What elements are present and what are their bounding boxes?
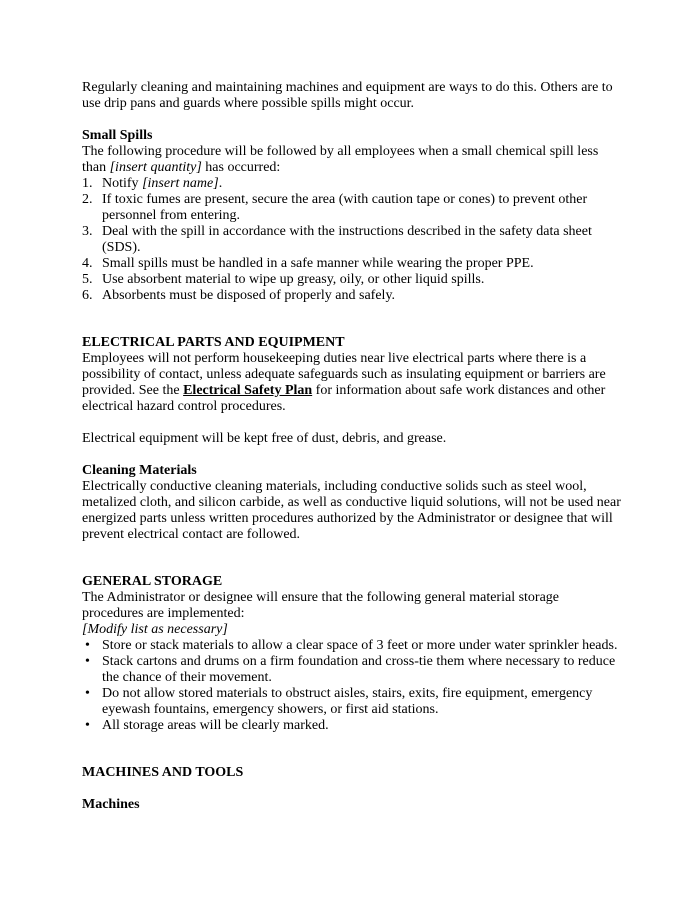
list-item-text: Use absorbent material to wipe up greasy, oily, or other liquid spills.: [102, 272, 485, 287]
electrical-heading: ELECTRICAL PARTS AND EQUIPMENT: [82, 335, 345, 350]
list-item-text: If toxic fumes are present, secure the area (with caution tape or cones) to prevent other personnel from entering.: [102, 192, 588, 223]
machines-subheading: Machines: [82, 797, 140, 812]
electrical-para-b: for information about safe work distances and other electrical hazard control procedures.: [82, 383, 606, 414]
cleaning-materials-paragraph: Electrically conductive cleaning materials, including conductive solids such as steel wool, metalized cloth, and silicon carbide, as well as conductive liquid solutions, will not be used near energized parts unless written procedures authorized by the Administrator or designee that will prevent electrical contact are followed.: [82, 479, 621, 542]
name-placeholder: [insert name]: [142, 176, 219, 191]
machines-tools-heading: MACHINES AND TOOLS: [82, 765, 244, 780]
document-page: [82, 80, 622, 813]
list-item-tail: .: [218, 176, 223, 191]
small-spills-list: [82, 176, 622, 304]
list-item-text: Stack cartons and drums on a firm foundation and cross-tie them where necessary to reduce the chance of their movement.: [102, 654, 616, 685]
list-item: [82, 224, 622, 256]
cleaning-materials-heading: Cleaning Materials: [82, 463, 197, 478]
list-item: [82, 638, 622, 654]
list-item: [82, 192, 622, 224]
list-item-text: Do not allow stored materials to obstruct aisles, stairs, exits, fire equipment, emergency eyewash fountains, emergency showers, or first aid stations.: [102, 686, 593, 717]
small-spills-lead-a: The following procedure will be followed by all employees when a small chemical spill less than: [82, 144, 599, 175]
list-number: 3.: [82, 224, 93, 239]
electrical-paragraph-2: Electrical equipment will be kept free of dust, debris, and grease.: [82, 431, 447, 446]
list-number: 4.: [82, 256, 93, 271]
list-item: [82, 654, 622, 686]
bullet-icon: •: [85, 718, 90, 733]
small-spills-lead: [82, 144, 622, 176]
general-storage-paragraph: The Administrator or designee will ensure that the following general material storage procedures are implemented:: [82, 590, 560, 621]
bullet-icon: •: [85, 686, 90, 701]
list-item-text: Notify: [102, 176, 143, 191]
intro-paragraph: Regularly cleaning and maintaining machines and equipment are ways to do this. Others are to use drip pans and guards where possible spills might occur.: [82, 80, 613, 111]
small-spills-heading: Small Spills: [82, 128, 153, 143]
list-item: [82, 272, 622, 288]
bullet-icon: •: [85, 638, 90, 653]
list-item-text: Store or stack materials to allow a clear space of 3 feet or more under water sprinkler heads.: [102, 638, 618, 653]
list-item-text: Absorbents must be disposed of properly and safely.: [102, 288, 396, 303]
list-item-text: All storage areas will be clearly marked.: [102, 718, 329, 733]
electrical-safety-plan-link[interactable]: Electrical Safety Plan: [183, 383, 313, 398]
list-item: [82, 176, 622, 192]
bullet-icon: •: [85, 654, 90, 669]
list-item-text: Deal with the spill in accordance with the instructions described in the safety data sheet (SDS).: [102, 224, 592, 255]
general-storage-heading: GENERAL STORAGE: [82, 574, 223, 589]
list-item-text: Small spills must be handled in a safe manner while wearing the proper PPE.: [102, 256, 534, 271]
electrical-paragraph: [82, 351, 622, 415]
small-spills-lead-b: has occurred:: [201, 160, 281, 175]
list-item: [82, 718, 622, 734]
quantity-placeholder: [insert quantity]: [109, 160, 202, 175]
list-item: [82, 686, 622, 718]
electrical-para-a: Employees will not perform housekeeping duties near live electrical parts where there is a possibility of contact, unless adequate safeguards such as insulating equipment or barriers are provided. See the: [82, 351, 606, 398]
list-item: [82, 256, 622, 272]
list-item: [82, 288, 622, 304]
list-number: 6.: [82, 288, 93, 303]
list-number: 5.: [82, 272, 93, 287]
modify-list-note: [Modify list as necessary]: [82, 622, 228, 637]
storage-list: [82, 638, 622, 734]
list-number: 1.: [82, 176, 93, 191]
list-number: 2.: [82, 192, 93, 207]
